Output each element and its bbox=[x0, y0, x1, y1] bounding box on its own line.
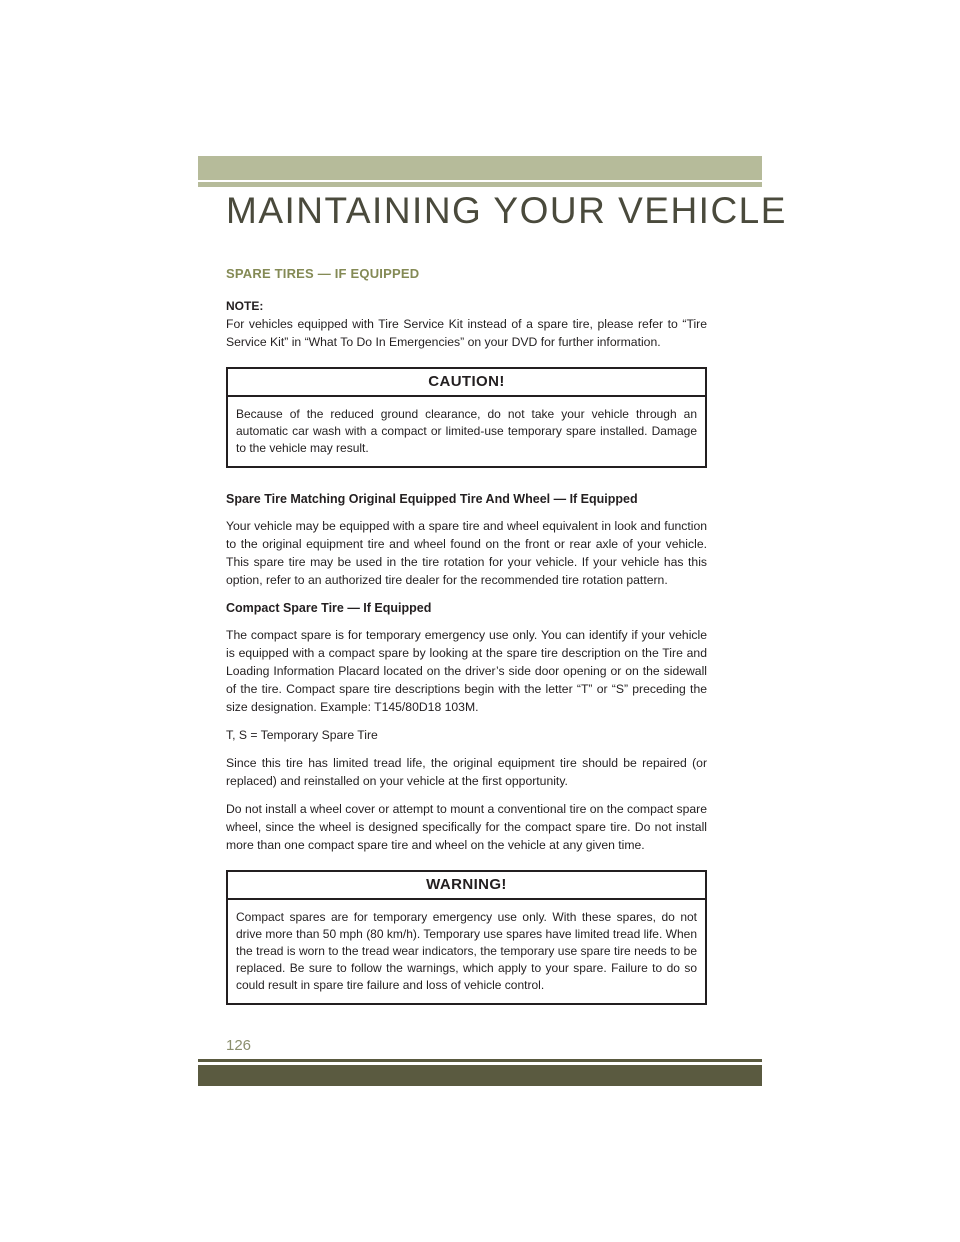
warning-box bbox=[226, 870, 707, 1005]
compact-heading: Compact Spare Tire — If Equipped bbox=[226, 601, 432, 615]
compact-text-4: Do not install a wheel cover or attempt to mount a conventional tire on the compact spare wheel, since the wheel is designed specifically for the compact spare tire. Do not install more than one compact spare tire and wheel on the vehicle at any given time. bbox=[226, 802, 707, 852]
matching-heading: Spare Tire Matching Original Equipped Tire And Wheel — If Equipped bbox=[226, 492, 638, 506]
header-rule bbox=[198, 182, 762, 187]
caution-body bbox=[228, 397, 705, 466]
footer-rule bbox=[198, 1059, 762, 1062]
header-band bbox=[198, 156, 762, 180]
compact-text-2: T, S = Temporary Spare Tire bbox=[226, 728, 378, 742]
warning-text: Compact spares are for temporary emergency use only. With these spares, do not drive more than 50 mph (80 km/h). Temporary use spares have limited tread life. When the tread is worn to the tread wear indicators, the temporary use spare tire needs to be replaced. Be sure to follow the warnings, which apply to your spare. Failure to do so could result in spare tire failure and loss of vehicle control. bbox=[236, 910, 697, 992]
matching-text: Your vehicle may be equipped with a spare tire and wheel equivalent in look and function to the original equipment tire and wheel found on the front or rear axle of your vehicle. This spare tire may be used in the tire rotation for your vehicle. If your vehicle has this option, refer to an authorized tire dealer for the recommended tire rotation pattern. bbox=[226, 519, 707, 587]
caution-box bbox=[226, 367, 707, 468]
note-label: NOTE: bbox=[226, 299, 264, 313]
warning-body bbox=[228, 900, 705, 1003]
compact-text-3: Since this tire has limited tread life, the original equipment tire should be repaired (or replaced) and reinstalled on your vehicle at the first opportunity. bbox=[226, 756, 707, 788]
warning-title: WARNING! bbox=[228, 872, 705, 900]
page-content bbox=[226, 266, 707, 1005]
footer-band bbox=[198, 1065, 762, 1086]
note-text: For vehicles equipped with Tire Service Kit instead of a spare tire, please refer to “Tire Service Kit” in “What To Do In Emergencies” on your DVD for further information. bbox=[226, 317, 707, 349]
caution-title: CAUTION! bbox=[228, 369, 705, 397]
caution-text: Because of the reduced ground clearance, do not take your vehicle through an automatic car wash with a compact or limited-use temporary spare installed. Damage to the vehicle may result. bbox=[236, 407, 697, 455]
chapter-title: MAINTAINING YOUR VEHICLE bbox=[226, 190, 787, 231]
section-title: SPARE TIRES — IF EQUIPPED bbox=[226, 266, 420, 281]
page-number: 126 bbox=[226, 1037, 252, 1054]
compact-text-1: The compact spare is for temporary emergency use only. You can identify if your vehicle is equipped with a compact spare by looking at the spare tire description on the Tire and Loading Information Placard located on the driver’s side door opening or on the sidewall of the tire. Compact spare tire descriptions begin with the letter “T” or “S” preceding the size designation. Example: T145/80D18 103M. bbox=[226, 628, 707, 714]
